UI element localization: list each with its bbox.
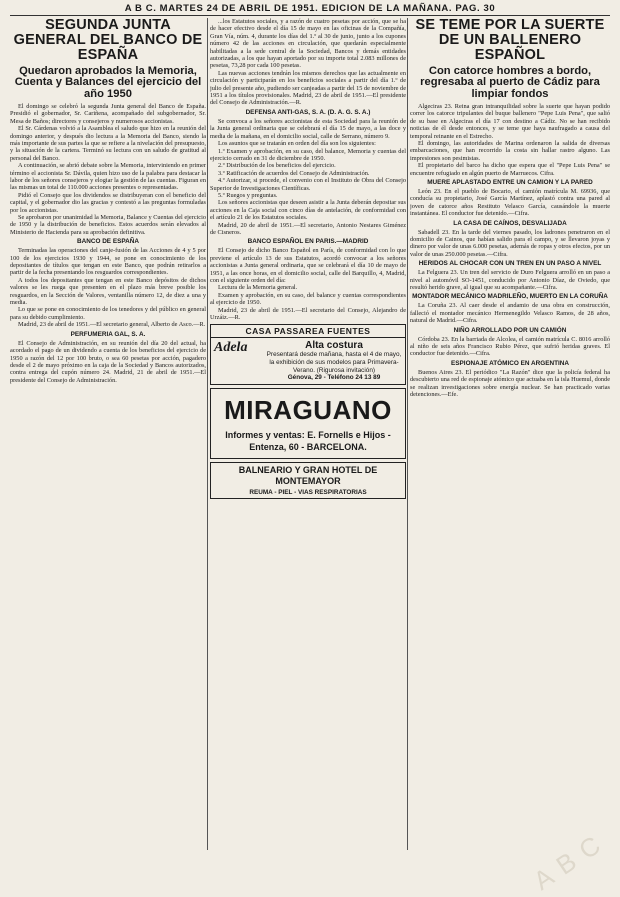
paragraph: Los asuntos que se tratarán en orden del día son los siguientes:	[218, 140, 376, 148]
paragraph: 1.º Examen y aprobación, en su caso, del balance, Memoria y cuentas del ejercicio cerrado en 31 de diciembre de 1950.	[210, 147, 406, 162]
section-head-montador: MONTADOR MECÁNICO MADRILEÑO, MUERTO EN LA CORUÑA	[412, 293, 608, 301]
paragraph: 3.º Ratificación de acuerdos del Consejo de Administración.	[218, 169, 370, 177]
paragraph: El Sr. Cárdenas volvió a la Asamblea el saludo que hizo en la reunión del domingo anterior, y después dio lectura a la Memoria del Banco, siendo la más importante de sus partes la que se refiere a la nivelación del presupuesto, y la situación de la cartera. Terminó su lectura con un saludo de gratitud al personal del Banco.	[10, 125, 206, 162]
paragraph: Madrid, 20 de abril de 1951.—El secretario, Antonio Nestares Giménez de Cisneros.	[210, 221, 406, 236]
column-3	[410, 18, 610, 399]
paragraph: El Consejo de Administración, en su reunión del día 20 del actual, ha acordado el pago de un dividendo a cuenta de los beneficios del ejercicio de 1950 a razón del 12 por 100 bruto, o sea 60 pesetas por acción, pagadero desde el 2 de mayo próximo en la caja de la Sociedad y Bancos autorizados, contra entrega del cupón número 24. Madrid, 21 de abril de 1951.—El presidente del Consejo de Administración.	[10, 339, 206, 384]
section-head-banco-paris: BANCO ESPAÑOL EN PARIS.—MADRID	[247, 238, 369, 246]
headline-junta-banco: SEGUNDA JUNTA GENERAL DEL BANCO DE ESPAÑA	[13, 18, 203, 64]
ad-pasarela-heading: Alta costura	[305, 340, 363, 352]
paragraph: A todos los depositantes que tengan en este Banco depósitos de dichos valores se les ruega que presenten en el plazo más breve posible los resguardos, en la Sección de Valores, ventanilla número 12, de diez a una y media.	[10, 276, 206, 307]
ad-miraguano-info: Informes y ventas: E. Fornells e Hijos - Entenza, 60 - BARCELONA.	[225, 429, 391, 452]
paragraph: Pidió el Consejo que los dividendos se distribuyeran con el beneficio del capital, y el gobernador dio las gracias y contestó a las preguntas formuladas por los accionistas.	[10, 191, 206, 214]
paragraph: Se aprobaron por unanimidad la Memoria, Balance y Cuentas del ejercicio de 1950 y la distribución de beneficios. Estos acuerdos serán elevados al Ministerio de Hacienda para su aprobación definitiva.	[10, 214, 206, 236]
paragraph: A continuación, se abrió debate sobre la Memoria, interviniendo en primer término el accionista Sr. Dávila, quien hizo uso de la palabra para destacar la labor de los señores consejeros y elogiar la gestión de las cuentas. Figuran en las mismas un total de 110.000 acciones presentes o representadas.	[10, 162, 206, 192]
section-head-perfumeria: PERFUMERIA GAL, S. A.	[70, 330, 146, 338]
section-head-espionaje: ESPIONAJE ATÓMICO EN ARGENTINA	[451, 359, 569, 367]
paragraph: El Consejo de dicho Banco Español en París, de conformidad con lo que previene el artículo 13 de sus Estatutos, acordó convocar a los señores accionistas a Junta general ordinaria, que se celebrará el día 10 de mayo de 1951, a las once horas, en el domicilio social, calle del Barquillo, 4, Madrid, con el siguiente orden del día:	[210, 247, 406, 284]
paragraph: Buenos Aires 23. El periódico "La Razón" dice que la policía federal ha descubierto una red de espionaje atómico que actuaba en la isla Huemul, donde se realizan investigaciones sobre energía nuclear. Se han practicado varias detenciones.—Efe.	[410, 368, 610, 399]
column-rule	[407, 18, 408, 850]
paragraph: La Coruña 23. Al caer desde el andamio de una obra en construcción, falleció el montador mecánico Hermenegildo Velasco Ramos, de 28 años, natural de Madrid.—Cifra.	[410, 302, 610, 325]
paragraph: Examen y aprobación, en su caso, del balance y cuentas correspondientes al ejercicio de 1950.	[210, 291, 406, 307]
section-head-casa-cainos: LA CASA DE CAÍNOS, DESVALIJADA	[453, 219, 567, 227]
subhead-ballenero: Con catorce hombres a bordo, regresaba al puerto de Cádiz para limpiar fondos	[420, 64, 600, 101]
subhead-junta-banco: Quedaron aprobados la Memoria, Cuenta y Balances del ejercicio del año 1950	[14, 64, 202, 101]
section-head-defensa-antigas: DEFENSA ANTI-GAS, S. A. (D. A. G. S. A.)	[245, 108, 371, 116]
ad-pasarela-address: Génova, 29 - Teléfono 24 13 89	[287, 374, 381, 382]
paragraph: Sabadell 23. En la tarde del viernes pasado, los ladrones penetraron en el domicilio de Cainos, que habían salido para el campo, y se llevaron joyas y dinero por valor de unas 6.000 pesetas, además de ropas y otros efectos, por un valor de unas 250.000 pesetas.—Cifra.	[410, 228, 610, 258]
paragraph: Se convoca a los señores accionistas de esta Sociedad para la reunión de la Junta general ordinaria que se celebrará el día 15 de mayo, a las doce y media de la mañana, en el domicilio social, calle de Serrano, número 9.	[210, 117, 406, 140]
ad-pasarela[interactable]	[210, 324, 406, 384]
paragraph: Los señores accionistas que deseen asistir a la Junta deberán depositar sus acciones en la Caja social con cinco días de antelación, de conformidad con el artículo 21 de los Estatutos sociales.	[210, 199, 406, 222]
paragraph: Las nuevas acciones tendrán los mismos derechos que las actualmente en circulación y participarán en los beneficios sociales a partir del día 1.º de julio del presente año, pudiendo ser canjeadas a partir del 15 de noviembre de 1951 a los títulos provisionales. Madrid, 23 de abril de 1951.—El presidente del Consejo de Administración.—R.	[210, 69, 406, 107]
section-head-banco-espana: BANCO DE ESPAÑA	[76, 238, 140, 246]
page-runner: A B C. MARTES 24 DE ABRIL DE 1951. EDICION DE LA MAÑANA. PAG. 30	[10, 2, 610, 16]
paragraph: La Felguera 23. Un tren del servicio de Duro Felguera arrolló en un paso a nivel al automóvil SO-1451, conducido por Antonio Díaz, de Oviedo, que resultó herido grave, al igual que su acompañante.—Cifra.	[410, 269, 610, 292]
paragraph: Lectura de la Memoria general.	[218, 284, 298, 292]
paragraph: El domingo se celebró la segunda Junta general del Banco de España. Presidió el gobernador, Sr. Cariñena, acompañado del subgobernador, Sr. Mesa de Baños; directores y consejeros y numerosos accionistas.	[10, 102, 206, 125]
paragraph: Terminadas las operaciones del canje-fusión de las Acciones de 4 y 5 por 100 de los ejercicios 1930 y 1944, se pone en conocimiento de los depositantes de títulos que tengan en este Banco, que podrán retirarlos a partir de la fecha presentando los resguardos correspondientes.	[10, 247, 206, 277]
paragraph: 4.º Autorizar, si procede, el convenio con el Instituto de Obra del Consejo Superior de Investigaciones Científicas.	[210, 177, 406, 192]
paragraph: ...los Estatutos sociales, y a razón de cuatro pesetas por acción, que se ha de hacer efectivo desde el día 15 de mayo en las oficinas de la Compañía, Gran Vía, núm. 4, durante los días del 1.º al 30 de junio, junto a los cupones número 42 de las acciones en circulación, que quedarán especialmente habilitadas a la sede central de la Sociedad, Bancos y demás entidades autorizadas, a los que hayan aportado por su importe total 2.083 millones de pesetas, 73,28 por cada 100 pesetas.	[210, 18, 406, 70]
paragraph: Madrid, 23 de abril de 1951.—El secretario del Consejo, Alejandro de Urzáiz.—R.	[210, 306, 406, 322]
paragraph: Madrid, 23 de abril de 1951.—El secretario general, Alberto de Asco.—R.	[18, 321, 206, 329]
ad-balneario-name: BALNEARIO Y GRAN HOTEL DE MONTEMAYOR	[238, 464, 378, 486]
column-rule	[207, 18, 208, 850]
column-1	[10, 18, 206, 384]
ad-pasarela-title: CASA PASSAREA FUENTES	[211, 325, 405, 338]
ad-miraguano[interactable]	[210, 388, 406, 459]
ad-balneario[interactable]	[210, 462, 406, 500]
paragraph: León 23. En el pueblo de Bocario, el camión matrícula M. 69936, que conducía su propietario, José García Martínez, aplastó contra una pared al joven de catorce años Restituto Velasco García, causándole la muerte instantánea. El conductor fue detenido.—Cifra.	[410, 187, 610, 218]
paragraph: 2.º Distribución de los beneficios del ejercicio.	[218, 162, 336, 170]
paragraph: Córdoba 23. En la barriada de Alcolea, el camión matrícula C. 8016 arrolló al niño de seis años Francisco Rubio Pérez, que sufrió heridas graves. El conductor fue detenido.—Cifra.	[410, 335, 610, 358]
watermark: ABC	[527, 824, 614, 896]
ad-brand-logo: Adela	[214, 340, 248, 356]
article-junta-body	[10, 103, 206, 236]
paragraph: El propietario del barco ha dicho que espera que el "Pepe Luis Pena" se encuentre refugiado en algún puerto de Marruecos. Cifra.	[410, 162, 610, 177]
ad-pasarela-text: Presentará desde mañana, hasta el 4 de mayo, la exhibición de sus modelos para Primavera-Verano. (Rigurosa invitación)	[266, 351, 402, 374]
section-head-muere-aplastado: MUERE APLASTADO ENTRE UN CAMION Y LA PARED	[427, 178, 593, 186]
section-head-choque-tren: HERIDOS AL CHOCAR CON UN TREN EN UN PASO A NIVEL	[418, 260, 602, 268]
section-head-nino-arrollado: NIÑO ARROLLADO POR UN CAMIÓN	[453, 326, 567, 334]
paragraph: 5.º Ruegos y preguntas.	[218, 191, 278, 199]
column-2	[210, 18, 406, 502]
headline-ballenero: SE TEME POR LA SUERTE DE UN BALLENERO ESPAÑOL	[415, 18, 605, 64]
ad-miraguano-name: MIRAGUANO	[224, 394, 392, 425]
ad-balneario-info: REUMA - PIEL - VIAS RESPIRATORIAS	[249, 488, 367, 496]
paragraph: El domingo, las autoridades de Marina ordenaron la salida de diversas embarcaciones, que han recorrido la costa sin hallar rastro alguno. Las impresiones son pesimistas.	[410, 139, 610, 162]
paragraph: Lo que se pone en conocimiento de los tenedores y del público en general para su debido cumplimiento.	[10, 306, 206, 321]
paragraph: Algeciras 23. Reina gran intranquilidad sobre la suerte que hayan podido correr los catorce tripulantes del buque ballenero "Pepe Luis Pena", que salió de su base en Algeciras el día 17 con destino a Cádiz. No se han recibido noticias de él desde entonces, y se teme que haya naufragado a causa del temporal reinante en el Estrecho.	[410, 102, 610, 140]
